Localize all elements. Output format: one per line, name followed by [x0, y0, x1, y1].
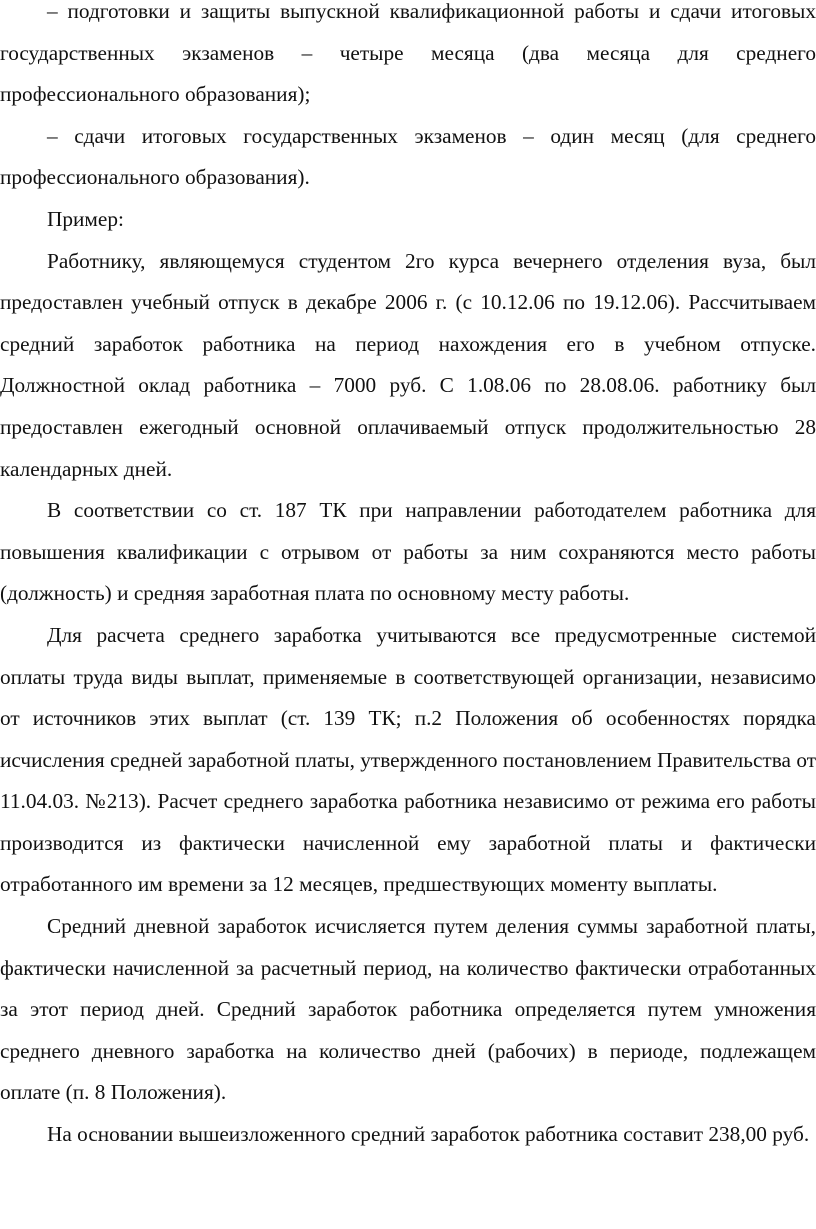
- paragraph-article-187: В соответствии со ст. 187 ТК при направлении работодателем работника для повышения квалификации с отрывом от работы за ним сохраняются место работы (должность) и средняя заработная плата по основному месту работы.: [0, 498, 816, 606]
- paragraph-example-heading: Пример:: [47, 206, 124, 231]
- paragraph-conclusion: На основании вышеизложенного средний заработок работника составит 238,00 руб.: [47, 1122, 810, 1147]
- paragraph-thesis-exams-period: – подготовки и защиты выпускной квалификационной работы и сдачи итоговых государственных экзаменов – четыре месяца (два месяца для среднего профессионального образования);: [0, 0, 816, 107]
- paragraph-daily-earnings-calculation: Средний дневной заработок исчисляется путем деления суммы заработной платы, фактически начисленной за расчетный период, на количество фактически отработанных за этот период дней. Средний заработок работника определяется путем умножения среднего дневного заработка на количество дней (рабочих) в периоде, подлежащем оплате (п. 8 Положения).: [0, 914, 816, 1105]
- paragraph-average-earnings-rules: Для расчета среднего заработка учитываются все предусмотренные системой оплаты труда виды выплат, применяемые в соответствующей организации, независимо от источников этих выплат (ст. 139 ТК; п.2 Положения об особенностях порядка исчисления средней заработной платы, утвержденного постановлением Правительства от 11.04.03. №213). Расчет среднего заработка работника независимо от режима его работы производится из фактически начисленной ему заработной платы и фактически отработанного им времени за 12 месяцев, предшествующих моменту выплаты.: [0, 622, 816, 897]
- paragraph-example-case: Работнику, являющемуся студентом 2го курса вечернего отделения вуза, был предоставлен учебный отпуск в декабре 2006 г. (с 10.12.06 по 19.12.06). Рассчитываем средний заработок работника на период нахождения его в учебном отпуске. Должностной оклад работника – 7000 руб. С 1.08.06 по 28.08.06. работнику был предоставлен ежегодный основной оплачиваемый отпуск продолжительностью 28 календарных дней.: [0, 248, 816, 481]
- paragraph-state-exams-period: – сдачи итоговых государственных экзаменов – один месяц (для среднего профессионального образования).: [0, 123, 816, 190]
